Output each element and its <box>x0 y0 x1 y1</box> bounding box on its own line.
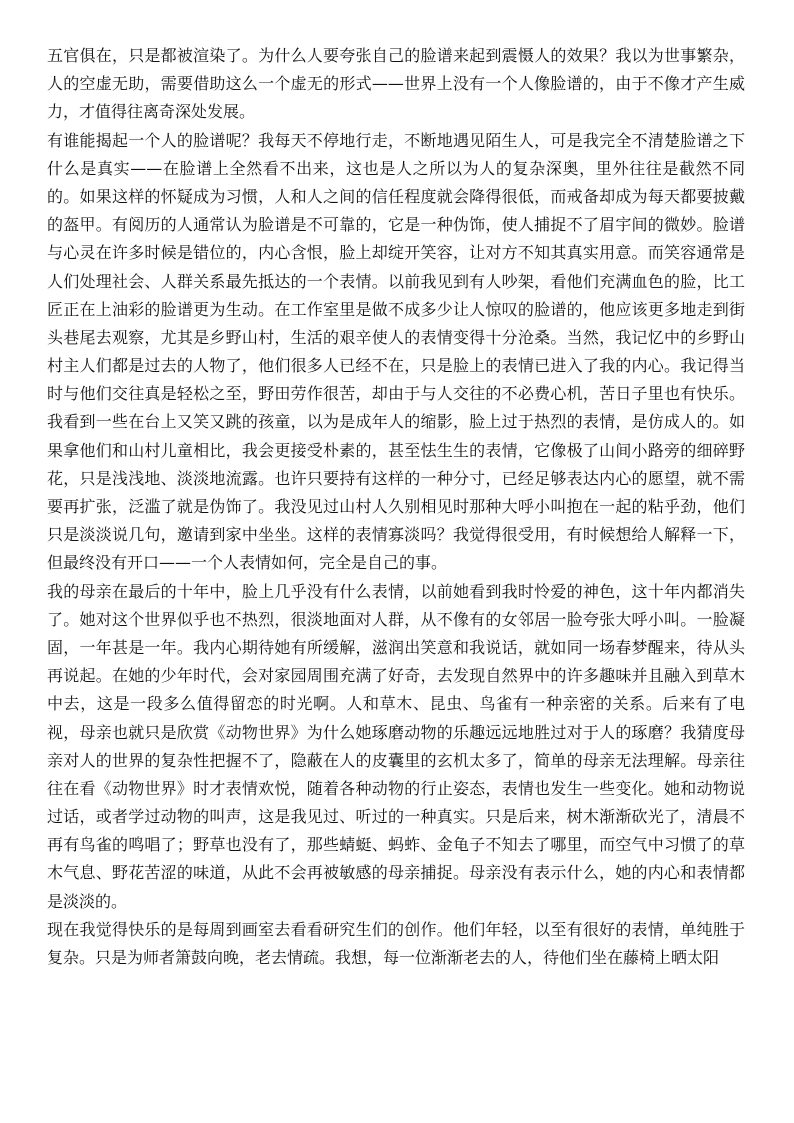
text-line: 往在看《动物世界》时才表情欢悦，随着各种动物的行止姿态，表情也发生一些变化。她和动物说 <box>47 778 745 798</box>
text-line: 但最终没有开口——一个人表情如何，完全是自己的事。 <box>47 553 448 573</box>
text-line: 五官俱在，只是都被渲染了。为什么人要夸张自己的脸谱来起到震慑人的效果？我以为世事繁杂， <box>47 46 745 65</box>
text-line: 是淡淡的。 <box>47 891 128 911</box>
text-line: 木气息、野花苦涩的味道，从此不会再被敏感的母亲捕捉。母亲没有表示什么，她的内心和表情都 <box>47 863 745 883</box>
text-line: 再说起。在她的少年时代，会对家园周围充满了好奇，去发现自然界中的许多趣味并且融入到草木 <box>47 666 745 686</box>
text-line: 的。如果这样的怀疑成为习惯，人和人之间的信任程度就会降得很低，而戒备却成为每天都要披戴 <box>47 186 745 206</box>
paragraph-3 <box>47 578 745 916</box>
text-line: 只是淡淡说几句，邀请到家中坐坐。这样的表情寡淡吗？我觉得很受用，有时候想给人解释一下， <box>47 525 745 545</box>
text-line: 果拿他们和山村儿童相比，我会更接受朴素的，甚至怯生生的表情，它像极了山间小路旁的细碎野 <box>47 440 745 460</box>
text-line: 有谁能揭起一个人的脸谱呢？我每天不停地行走，不断地遇见陌生人，可是我完全不清楚脸谱之下 <box>47 130 745 150</box>
text-line: 视，母亲也就只是欣赏《动物世界》为什么她琢磨动物的乐趣远远地胜过对于人的琢磨？我猜度母 <box>47 722 745 742</box>
text-line: 村主人们都是过去的人物了，他们很多人已经不在，只是脸上的表情已进入了我的内心。我记得当 <box>47 356 745 376</box>
document-body <box>47 42 745 972</box>
text-line: 中去，这是一段多么值得留恋的时光啊。人和草木、昆虫、鸟雀有一种亲密的关系。后来有了电 <box>47 694 745 714</box>
paragraph-2 <box>47 127 745 578</box>
text-line: 过话，或者学过动物的叫声，这是我见过、听过的一种真实。只是后来，树木渐渐砍光了，清晨不 <box>47 807 745 827</box>
paragraph-4 <box>47 916 745 972</box>
text-line: 复杂。只是为师者箫鼓向晚，老去情疏。我想，每一位渐渐老去的人，待他们坐在藤椅上晒太阳 <box>47 948 720 967</box>
text-line: 匠正在上油彩的脸谱更为生动。在工作室里是做不成多少让人惊叹的脸谱的，他应该更多地走到街 <box>47 299 745 319</box>
text-line: 力，才值得往离奇深处发展。 <box>47 102 256 122</box>
text-line: 的盔甲。有阅历的人通常认为脸谱是不可靠的，它是一种伪饰，使人捕捉不了眉宇间的微妙。脸谱 <box>47 215 745 235</box>
text-line: 再有鸟雀的鸣唱了；野草也没有了，那些蜻蜓、蚂蚱、金龟子不知去了哪里，而空气中习惯了的草 <box>47 835 745 855</box>
text-line: 头巷尾去观察，尤其是乡野山村，生活的艰辛使人的表情变得十分沧桑。当然，我记忆中的乡野山 <box>47 327 745 347</box>
text-line: 与心灵在许多时候是错位的，内心含恨，脸上却绽开笑容，让对方不知其真实用意。而笑容通常是 <box>47 243 745 263</box>
text-line: 花，只是浅浅地、淡淡地流露。也许只要持有这样的一种分寸，已经足够表达内心的愿望，就不需 <box>47 468 745 488</box>
text-line: 人们处理社会、人群关系最先抵达的一个表情。以前我见到有人吵架，看他们充满血色的脸，比工 <box>47 271 745 291</box>
text-line: 什么是真实——在脸谱上全然看不出来，这也是人之所以为人的复杂深奥，里外往往是截然不同 <box>47 158 745 178</box>
text-line: 了。她对这个世界似乎也不热烈，很淡地面对人群，从不像有的女邻居一脸夸张大呼小叫。一脸凝 <box>47 609 745 629</box>
text-line: 固，一年甚是一年。我内心期待她有所缓解，滋润出笑意和我说话，就如同一场春梦醒来，待从头 <box>47 637 745 657</box>
text-line: 时与他们交往真是轻松之至，野田劳作很苦，却由于与人交往的不必费心机，苦日子里也有快乐。 <box>47 384 745 404</box>
text-line: 现在我觉得快乐的是每周到画室去看看研究生们的创作。他们年轻，以至有很好的表情，单纯胜于 <box>47 919 745 939</box>
text-line: 亲对人的世界的复杂性把握不了，隐蔽在人的皮囊里的玄机太多了，简单的母亲无法理解。母亲往 <box>47 750 745 770</box>
text-line: 我的母亲在最后的十年中，脸上几乎没有什么表情，以前她看到我时怜爱的神色，这十年内都消失 <box>47 581 745 601</box>
paragraph-1 <box>47 42 745 127</box>
text-line: 要再扩张，泛滥了就是伪饰了。我没见过山村人久别相见时那种大呼小叫抱在一起的粘乎劲，他们 <box>47 497 745 516</box>
text-line: 人的空虚无助，需要借助这么一个虚无的形式——世界上没有一个人像脸谱的，由于不像才产生威 <box>47 74 745 94</box>
text-line: 我看到一些在台上又笑又跳的孩童，以为是成年人的缩影，脸上过于热烈的表情，是仿成人的。如 <box>47 412 745 432</box>
